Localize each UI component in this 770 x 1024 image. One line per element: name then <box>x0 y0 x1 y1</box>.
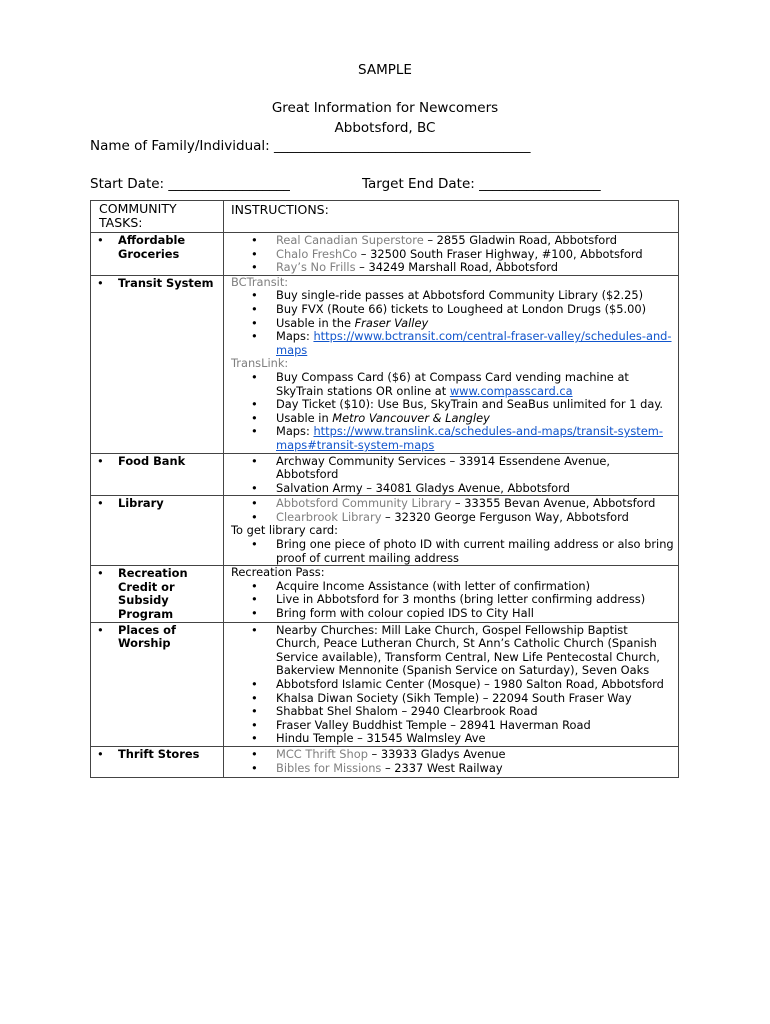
list-item: • Buy single-ride passes at Abbotsford Community Library ($2.25) <box>231 289 674 303</box>
food-bank-list <box>231 455 674 496</box>
bctransit-list <box>231 289 674 357</box>
name-of-family-field: Name of Family/Individual: ______________________________________ <box>90 138 531 154</box>
list-item: • Hindu Temple – 31545 Walmsley Ave <box>231 732 674 746</box>
list-item: • Day Ticket ($10): Use Bus, SkyTrain and SeaBus unlimited for 1 day. <box>231 398 674 412</box>
list-item: • Abbotsford Islamic Center (Mosque) – 1980 Salton Road, Abbotsford <box>231 678 674 692</box>
task-thrift-stores: • Thrift Stores <box>91 747 223 762</box>
task-affordable-groceries: • Affordable Groceries <box>91 233 223 261</box>
col-header-instructions: INSTRUCTIONS: <box>224 201 679 233</box>
list-item: • Salvation Army – 34081 Gladys Avenue, Abbotsford <box>231 482 674 496</box>
list-item: • Usable in the Fraser Valley <box>231 317 674 331</box>
table-row-worship <box>91 622 679 746</box>
list-item: • Maps: https://www.bctransit.com/central-fraser-valley/schedules-and-maps <box>231 330 674 357</box>
thrift-list <box>231 748 674 775</box>
translink-label: TransLink: <box>231 356 289 371</box>
recreation-pass-label: Recreation Pass: <box>231 565 325 580</box>
page-title: Great Information for Newcomers <box>271 100 499 116</box>
list-item: • Usable in Metro Vancouver & Langley <box>231 412 674 426</box>
list-item: • Bring one piece of photo ID with current mailing address or also bring proof of current mailing address <box>231 538 674 565</box>
list-item: • Ray’s No Frills – 34249 Marshall Road, Abbotsford <box>231 261 674 275</box>
page-subtitle-city: Abbotsford, BC <box>334 120 436 136</box>
list-item: • MCC Thrift Shop – 33933 Gladys Avenue <box>231 748 674 762</box>
col-header-community-tasks: COMMUNITY TASKS: <box>91 201 224 233</box>
list-item: • Live in Abbotsford for 3 months (bring letter confirming address) <box>231 593 674 607</box>
task-transit-system: • Transit System <box>91 276 223 291</box>
compasscard-link[interactable]: www.compasscard.ca <box>449 383 573 398</box>
list-item: • Abbotsford Community Library – 33355 Bevan Avenue, Abbotsford <box>231 497 674 511</box>
list-item: • Buy Compass Card ($6) at Compass Card vending machine at SkyTrain stations OR online at www.compasscard.ca <box>231 371 674 398</box>
community-tasks-table <box>90 200 679 778</box>
recreation-list <box>231 580 674 621</box>
task-recreation-credit: • Recreation Credit or Subsidy Program <box>91 566 223 621</box>
task-places-of-worship: • Places of Worship <box>91 623 223 651</box>
list-item: • Fraser Valley Buddhist Temple – 28941 Haverman Road <box>231 719 674 733</box>
list-item: • Archway Community Services – 33914 Essendene Avenue, Abbotsford <box>231 455 674 482</box>
bctransit-maps-link[interactable]: https://www.bctransit.com/central-fraser-valley/schedules-and-maps <box>276 329 672 357</box>
translink-list <box>231 371 674 453</box>
start-date-field: Start Date: __________________ <box>90 176 290 192</box>
task-food-bank: • Food Bank <box>91 454 223 469</box>
list-item: • Maps: https://www.translink.ca/schedules-and-maps/transit-system-maps#transit-system-maps <box>231 425 674 452</box>
table-row-library <box>91 496 679 566</box>
list-item: • Bring form with colour copied IDS to City Hall <box>231 607 674 621</box>
sample-label: SAMPLE <box>358 62 412 78</box>
table-row-groceries <box>91 233 679 276</box>
table-row-thrift <box>91 746 679 777</box>
table-row-recreation <box>91 566 679 622</box>
library-card-list <box>231 538 674 565</box>
library-list <box>231 497 674 524</box>
list-item: • Acquire Income Assistance (with letter of confirmation) <box>231 580 674 594</box>
translink-maps-link[interactable]: https://www.translink.ca/schedules-and-maps/transit-system-maps#transit-system-maps <box>276 424 663 452</box>
list-item: • Real Canadian Superstore – 2855 Gladwin Road, Abbotsford <box>231 234 674 248</box>
list-item: • Chalo FreshCo – 32500 South Fraser Highway, #100, Abbotsford <box>231 248 674 262</box>
list-item: • Nearby Churches: Mill Lake Church, Gospel Fellowship Baptist Church, Peace Lutheran Church, St Ann’s Catholic Church (Spanish Service available), Transform Central, New Life Pentecostal Church, Bakerview Mennonite (Spanish Service on Saturday), Seven Oaks <box>231 624 674 678</box>
list-item: • Clearbrook Library – 32320 George Ferguson Way, Abbotsford <box>231 511 674 525</box>
list-item: • Bibles for Missions – 2337 West Railway <box>231 762 674 776</box>
table-header-row <box>91 201 679 233</box>
library-card-label: To get library card: <box>231 523 338 538</box>
target-end-date-field: Target End Date: __________________ <box>362 176 601 192</box>
list-item: • Khalsa Diwan Society (Sikh Temple) – 22094 South Fraser Way <box>231 692 674 706</box>
table-row-food-bank <box>91 453 679 496</box>
list-item: • Shabbat Shel Shalom – 2940 Clearbrook Road <box>231 705 674 719</box>
list-item: • Buy FVX (Route 66) tickets to Lougheed at London Drugs ($5.00) <box>231 303 674 317</box>
task-library: • Library <box>91 496 223 511</box>
worship-list <box>231 624 674 746</box>
groceries-list <box>231 234 674 275</box>
table-row-transit <box>91 275 679 453</box>
bctransit-label: BCTransit: <box>231 274 289 289</box>
